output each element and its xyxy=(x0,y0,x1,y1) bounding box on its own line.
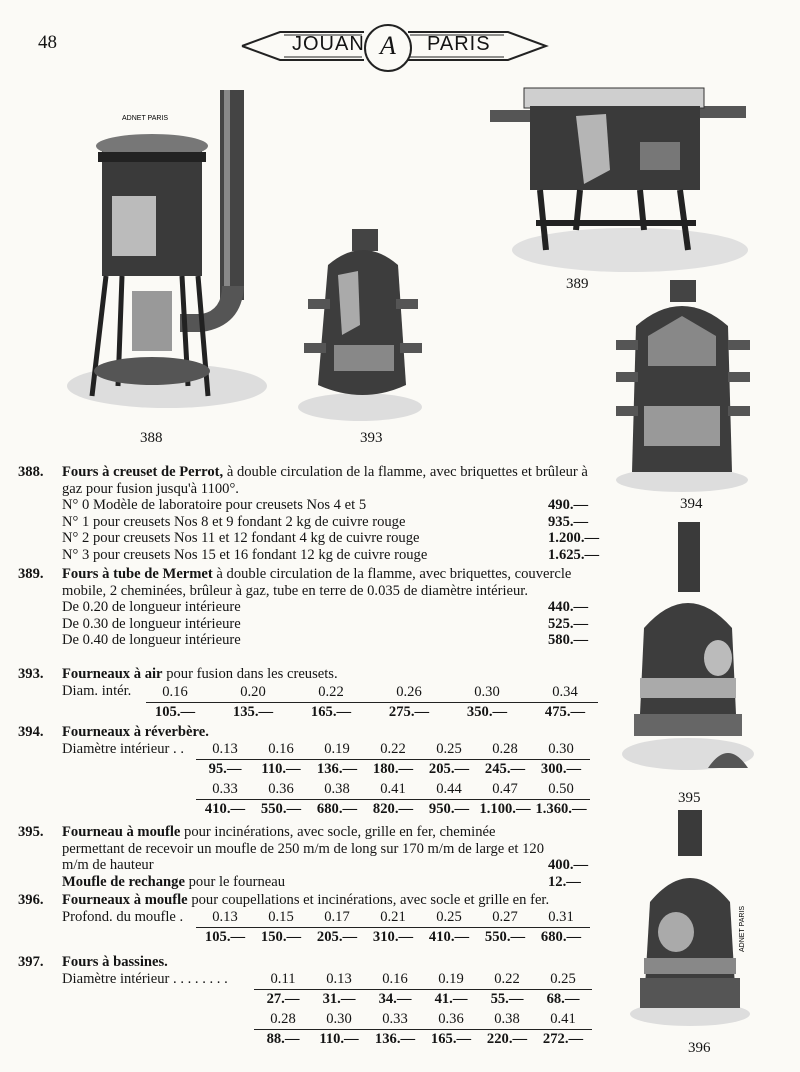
brand-paris: PARIS xyxy=(427,33,491,55)
size-cell: 0.27 xyxy=(492,909,518,925)
size-cell: 0.22 xyxy=(380,741,406,757)
price-cell: 95.— xyxy=(208,761,242,777)
price: 1.200.— xyxy=(548,530,600,547)
price-row xyxy=(62,530,608,547)
price-cell: 550.— xyxy=(260,801,302,817)
price-row xyxy=(62,632,608,649)
entry-number: 394. xyxy=(18,724,44,740)
price-cell: 136.— xyxy=(374,1031,416,1047)
figure-label-395: 395 xyxy=(678,790,701,806)
price-cell: 55.— xyxy=(490,991,524,1007)
price-cell: 310.— xyxy=(372,929,414,945)
size-cell: 0.30 xyxy=(548,741,574,757)
price: 490.— xyxy=(548,497,589,514)
size-table-394 xyxy=(196,741,596,819)
price-row xyxy=(62,599,608,616)
price-cell: 1.100.— xyxy=(479,801,531,817)
entry-description: à double circulation de la flamme, avec briquettes, couvercle mobile, 2 cheminées, brûleur à gaz, tube en terre de 0.035 de diamètre intérieur. xyxy=(62,566,572,599)
size-cell: 0.41 xyxy=(550,1011,576,1027)
size-cell: 0.38 xyxy=(324,781,350,797)
entry-title: Fourneaux à air xyxy=(62,666,163,682)
size-table-397 xyxy=(254,971,604,1049)
entry-number: 395. xyxy=(18,824,44,840)
size-cell: 0.22 xyxy=(494,971,520,987)
size-cell: 0.44 xyxy=(436,781,462,797)
size-cell: 0.31 xyxy=(548,909,574,925)
row-label: De 0.20 de longueur intérieure xyxy=(62,599,241,616)
size-cell: 0.15 xyxy=(268,909,294,925)
row-label: De 0.30 de longueur intérieure xyxy=(62,615,241,632)
price-row xyxy=(62,497,608,514)
illustration-396 xyxy=(626,808,756,1030)
entry-title: Fourneaux à moufle xyxy=(62,892,188,908)
entry-number: 388. xyxy=(18,464,44,480)
size-cell: 0.16 xyxy=(268,741,294,757)
entry-number: 397. xyxy=(18,954,44,970)
svg-text:ADNET PARIS: ADNET PARIS xyxy=(122,115,169,122)
entry-description: pour incinérations, avec socle, grille en fer, cheminée permettant de recevoir un moufle de 250 m/m de long sur 170 m/m de large et 120 m/m de hauteur xyxy=(62,824,545,874)
monogram-icon: A xyxy=(364,24,412,72)
row-label: N° 1 pour creusets Nos 8 et 9 fondant 2 kg de cuivre rouge xyxy=(62,513,406,530)
price-cell: 350.— xyxy=(466,704,508,720)
size-cell: 0.16 xyxy=(382,971,408,987)
entry-description: pour coupellations et incinérations, avec socle et grille en fer. xyxy=(187,892,550,908)
size-cell: 0.19 xyxy=(324,741,350,757)
price-cell: 135.— xyxy=(232,704,274,720)
row-label: Moufle de rechange pour le fourneau xyxy=(62,873,286,890)
entry-title: Fours à creuset de Perrot, xyxy=(62,464,224,480)
price-cell: 300.— xyxy=(540,761,582,777)
price-cell: 105.— xyxy=(204,929,246,945)
illustration-394 xyxy=(608,276,758,494)
price: 580.— xyxy=(548,632,589,649)
figure-label-394: 394 xyxy=(680,496,703,512)
price-cell: 34.— xyxy=(378,991,412,1007)
illustration-388 xyxy=(62,86,272,426)
entry-title: Fours à bassines. xyxy=(62,954,168,970)
price: 935.— xyxy=(548,513,589,530)
price-row xyxy=(62,616,608,633)
entry-description: à double circulation de la flamme, avec briquettes et brûleur à gaz pour fusion jusqu'à 1100°. xyxy=(62,464,588,497)
price-cell: 105.— xyxy=(154,704,196,720)
entry-title: Fours à tube de Mermet xyxy=(62,566,213,582)
size-cell: 0.38 xyxy=(494,1011,520,1027)
entry-description: pour fusion dans les creusets. xyxy=(162,666,338,682)
illustration-393 xyxy=(298,225,428,425)
size-cell: 0.17 xyxy=(324,909,350,925)
size-cell: 0.25 xyxy=(436,909,462,925)
figure-label-388: 388 xyxy=(140,430,163,446)
size-cell: 0.20 xyxy=(240,684,266,700)
entry-389 xyxy=(18,566,608,649)
size-label: Profond. du moufle . xyxy=(62,908,184,925)
illustration-389 xyxy=(480,80,750,280)
price-cell: 41.— xyxy=(434,991,468,1007)
size-cell: 0.33 xyxy=(212,781,238,797)
price-cell: 136.— xyxy=(316,761,358,777)
size-cell: 0.28 xyxy=(270,1011,296,1027)
price: 12.— xyxy=(548,873,581,890)
price: 400.— xyxy=(548,857,589,873)
price-cell: 165.— xyxy=(430,1031,472,1047)
brand-jouan: JOUAN xyxy=(292,33,365,55)
size-cell: 0.47 xyxy=(492,781,518,797)
entry-number: 389. xyxy=(18,566,44,582)
price-cell: 680.— xyxy=(540,929,582,945)
price-cell: 272.— xyxy=(542,1031,584,1047)
row-label: N° 3 pour creusets Nos 15 et 16 fondant 12 kg de cuivre rouge xyxy=(62,546,428,563)
price-cell: 410.— xyxy=(204,801,246,817)
size-label: Diamètre intérieur . . . . . . . . xyxy=(62,970,228,987)
row-label: N° 2 pour creusets Nos 11 et 12 fondant 4 kg de cuivre rouge xyxy=(62,530,420,547)
price-cell: 820.— xyxy=(372,801,414,817)
price-cell: 475.— xyxy=(544,704,586,720)
size-cell: 0.11 xyxy=(270,971,296,987)
price-cell: 31.— xyxy=(322,991,356,1007)
price-cell: 1.360.— xyxy=(535,801,587,817)
size-cell: 0.41 xyxy=(380,781,406,797)
row-label: De 0.40 de longueur intérieure xyxy=(62,632,241,649)
price-row xyxy=(62,547,608,564)
price-cell: 110.— xyxy=(261,761,301,777)
price-cell: 110.— xyxy=(319,1031,359,1047)
svg-text:ADNET PARIS: ADNET PARIS xyxy=(739,905,746,952)
size-cell: 0.26 xyxy=(396,684,422,700)
size-cell: 0.36 xyxy=(438,1011,464,1027)
price-cell: 245.— xyxy=(484,761,526,777)
entry-388 xyxy=(18,464,608,564)
size-cell: 0.25 xyxy=(550,971,576,987)
size-cell: 0.22 xyxy=(318,684,344,700)
entry-395 xyxy=(18,824,608,890)
size-cell: 0.50 xyxy=(548,781,574,797)
entry-title: Fourneau à moufle xyxy=(62,824,181,840)
size-cell: 0.19 xyxy=(438,971,464,987)
price-cell: 205.— xyxy=(316,929,358,945)
brand-header xyxy=(240,24,550,68)
size-cell: 0.21 xyxy=(380,909,406,925)
price-cell: 275.— xyxy=(388,704,430,720)
size-cell: 0.33 xyxy=(382,1011,408,1027)
size-table-396 xyxy=(196,909,596,949)
entry-title: Fourneaux à réverbère. xyxy=(62,724,209,740)
size-cell: 0.30 xyxy=(326,1011,352,1027)
figure-label-393: 393 xyxy=(360,430,383,446)
size-cell: 0.34 xyxy=(552,684,578,700)
size-label: Diam. intér. xyxy=(62,682,132,699)
price-cell: 410.— xyxy=(428,929,470,945)
figure-label-396: 396 xyxy=(688,1040,711,1056)
size-cell: 0.13 xyxy=(212,741,238,757)
price: 440.— xyxy=(548,599,589,616)
price-cell: 165.— xyxy=(310,704,352,720)
size-table-393 xyxy=(146,684,606,724)
figure-label-389: 389 xyxy=(566,276,589,292)
price-cell: 27.— xyxy=(266,991,300,1007)
price: 525.— xyxy=(548,615,589,632)
size-label: Diamètre intérieur . . xyxy=(62,740,184,757)
price-cell: 68.— xyxy=(546,991,580,1007)
size-cell: 0.36 xyxy=(268,781,294,797)
size-cell: 0.25 xyxy=(436,741,462,757)
price-cell: 220.— xyxy=(486,1031,528,1047)
price-cell: 88.— xyxy=(266,1031,300,1047)
price-cell: 180.— xyxy=(372,761,414,777)
price-cell: 680.— xyxy=(316,801,358,817)
page-number: 48 xyxy=(38,32,57,53)
illustration-395 xyxy=(618,518,758,788)
size-cell: 0.13 xyxy=(212,909,238,925)
size-cell: 0.16 xyxy=(162,684,188,700)
price-cell: 205.— xyxy=(428,761,470,777)
price-row xyxy=(62,514,608,531)
size-cell: 0.13 xyxy=(326,971,352,987)
size-cell: 0.30 xyxy=(474,684,500,700)
row-label: N° 0 Modèle de laboratoire pour creusets Nos 4 et 5 xyxy=(62,497,367,514)
entry-number: 396. xyxy=(18,892,44,908)
price-cell: 150.— xyxy=(260,929,302,945)
price-cell: 550.— xyxy=(484,929,526,945)
entry-subtitle: Moufle de rechange xyxy=(62,873,185,890)
price: 1.625.— xyxy=(548,546,600,563)
price-cell: 950.— xyxy=(428,801,470,817)
size-cell: 0.28 xyxy=(492,741,518,757)
entry-number: 393. xyxy=(18,666,44,682)
